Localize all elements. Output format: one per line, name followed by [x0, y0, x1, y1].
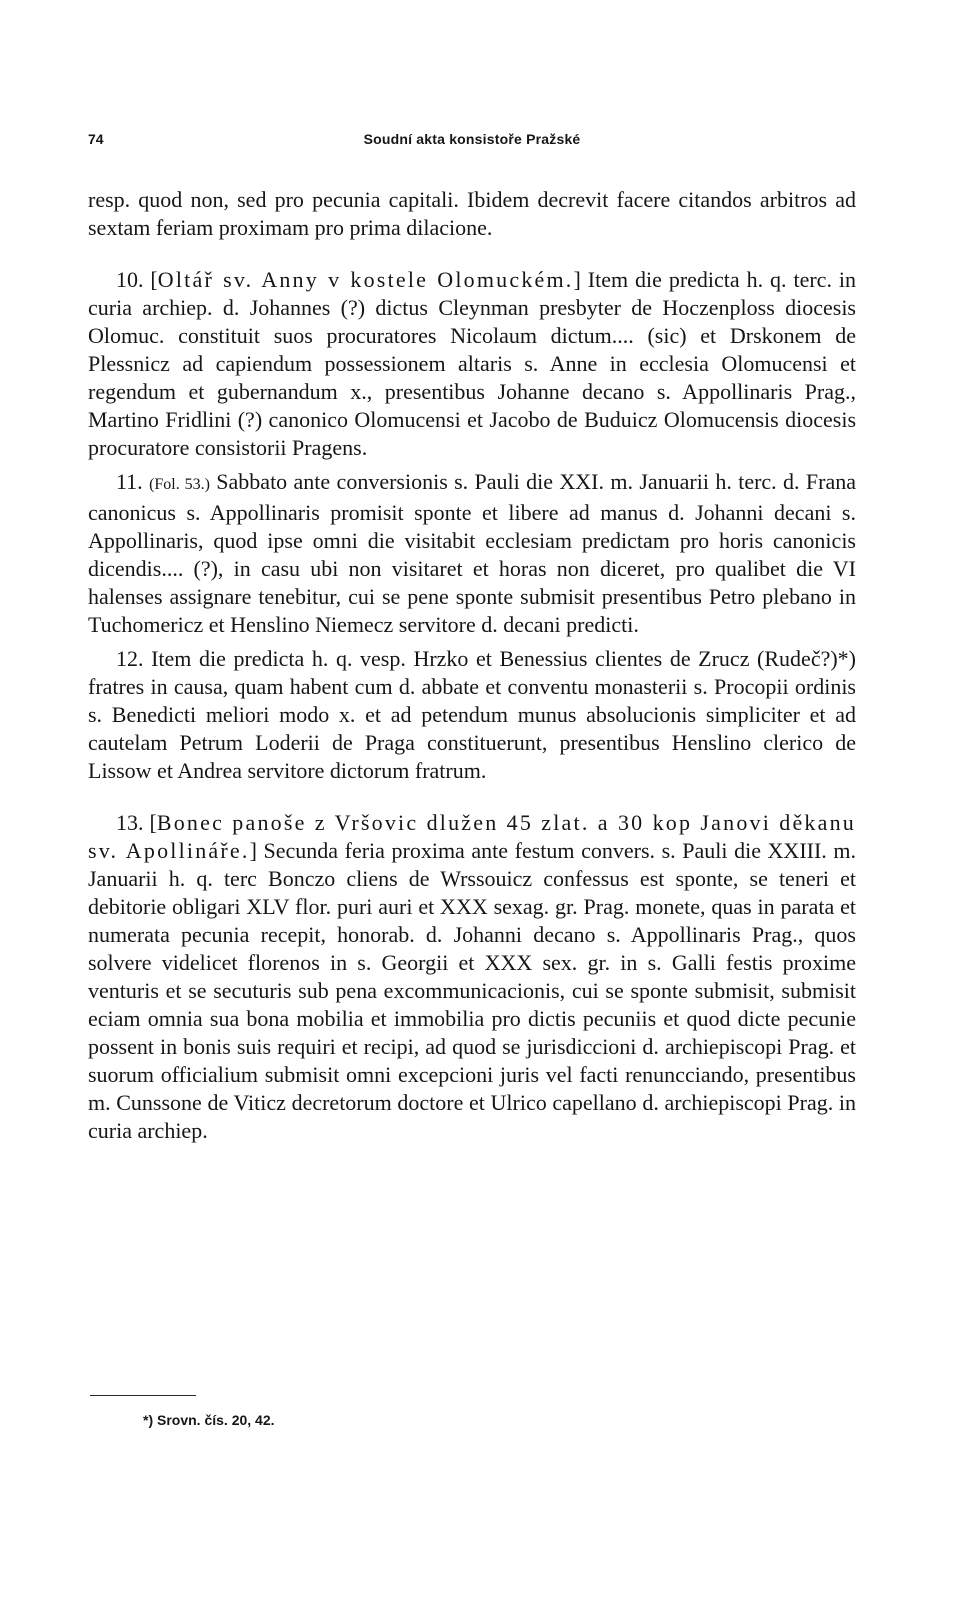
entry-text: Sabbato ante conversionis s. Pauli die XXI. m. Januarii h. terc. d. Frana canonicus s. Appollinaris promisit sponte et libere ad manus d. Johanni decani s. Appollinaris, quod ipse omni die visitabit ecclesiam predictam pro horis canonicis dicendis.... (?), in casu ubi non visitaret et horas non diceret, pro qualibet die VI halenses assignare tenebitur, cui se pene sponte submisit presentibus Petro plebano in Tuchomericz et Henslino Niemecz servitore d. decani predicti. — [88, 469, 857, 637]
entry-lead: 13. [ — [116, 810, 157, 835]
entry-title: Oltář sv. Anny v kostele Olomuckém. — [157, 267, 574, 292]
body-text — [88, 186, 856, 1145]
entry-lead: 11. — [116, 469, 150, 494]
paragraph-text: resp. quod non, sed pro pecunia capitali. Ibidem decrevit facere citandos arbitros ad sextam feriam proximam pro prima dilacione. — [88, 187, 856, 240]
entry-13 — [88, 809, 856, 1145]
page-number: 74 — [88, 131, 104, 147]
entry-text: 12. Item die predicta h. q. vesp. Hrzko et Benessius clientes de Zrucz (Rudeč?)*) fratres in causa, quam habent cum d. abbate et conventu monasterii s. Procopii ordinis s. Benedicti meliori modo x. et ad petendum munus absolucionis simpliciter et ad cautelam Petrum Loderii de Praga constituerunt, presentibus Henslino clerico de Lissow et Andrea servitore dictorum fratrum. — [88, 646, 856, 783]
entry-12 — [88, 645, 856, 785]
entry-10 — [88, 266, 856, 462]
entry-title: Bonec panoše z Vršovic dlužen 45 zlat. a 30 kop Janovi děkanu sv. Apollináře. — [88, 810, 856, 863]
entry-text: ] Secunda feria proxima ante festum convers. s. Pauli die XXIII. m. Januarii h. q. terc Bonczo cliens de Wrssouicz confessus est sponte, se teneri et debitorie obligari XLV flor. puri auri et XXX sexag. gr. Prag. monete, quas in parata et numerata pecunia recepit, honorab. d. Johanni decano s. Appollinaris Prag., quos solvere videlicet florenos in s. Georgii et XXX sex. gr. in s. Galli festis proxime venturis et se secuturis sub pena excommunicacionis, cui se sponte submisit, submisit eciam omnia sua bona mobilia et immobilia pro dictis pecuniis et quod dicte pecunie possent in bonis suis requiri et recipi, ad quod se jurisdiccioni d. archiepiscopi Prag. et suorum officialium submisit omni excepcioni juris vel facti renuncciando, presentibus m. Cunssone de Viticz decretorum doctore et Ulrico capellano d. archiepiscopi Prag. in curia archiep. — [88, 838, 856, 1143]
footnote-rule — [90, 1395, 196, 1396]
folio-reference: (Fol. 53.) — [149, 476, 210, 493]
entry-text: ] Item die predicta h. q. terc. in curia archiep. d. Johannes (?) dictus Cleynman presbyter de Hoczenploss diocesis Olomuc. constituit suos procuratores Nicolaum dictum.... (sic) et Drskonem de Plessnicz ad capiendum possessionem altaris s. Anne in ecclesia Olomucensi et regendum et gubernandum x., presentibus Johanne decano s. Appollinaris Prag., Martino Fridlini (?) canonico Olomucensi et Jacobo de Buduicz Olomucensis diocesis procuratore consistorii Pragens. — [88, 267, 856, 460]
entry-lead: 10. [ — [116, 267, 158, 292]
running-head: Soudní akta konsistoře Pražské — [363, 131, 581, 147]
entry-11 — [88, 468, 856, 639]
page-header — [88, 127, 856, 151]
footnote: *) Srovn. čís. 20, 42. — [143, 1412, 275, 1428]
paragraph-continuation — [88, 186, 856, 242]
